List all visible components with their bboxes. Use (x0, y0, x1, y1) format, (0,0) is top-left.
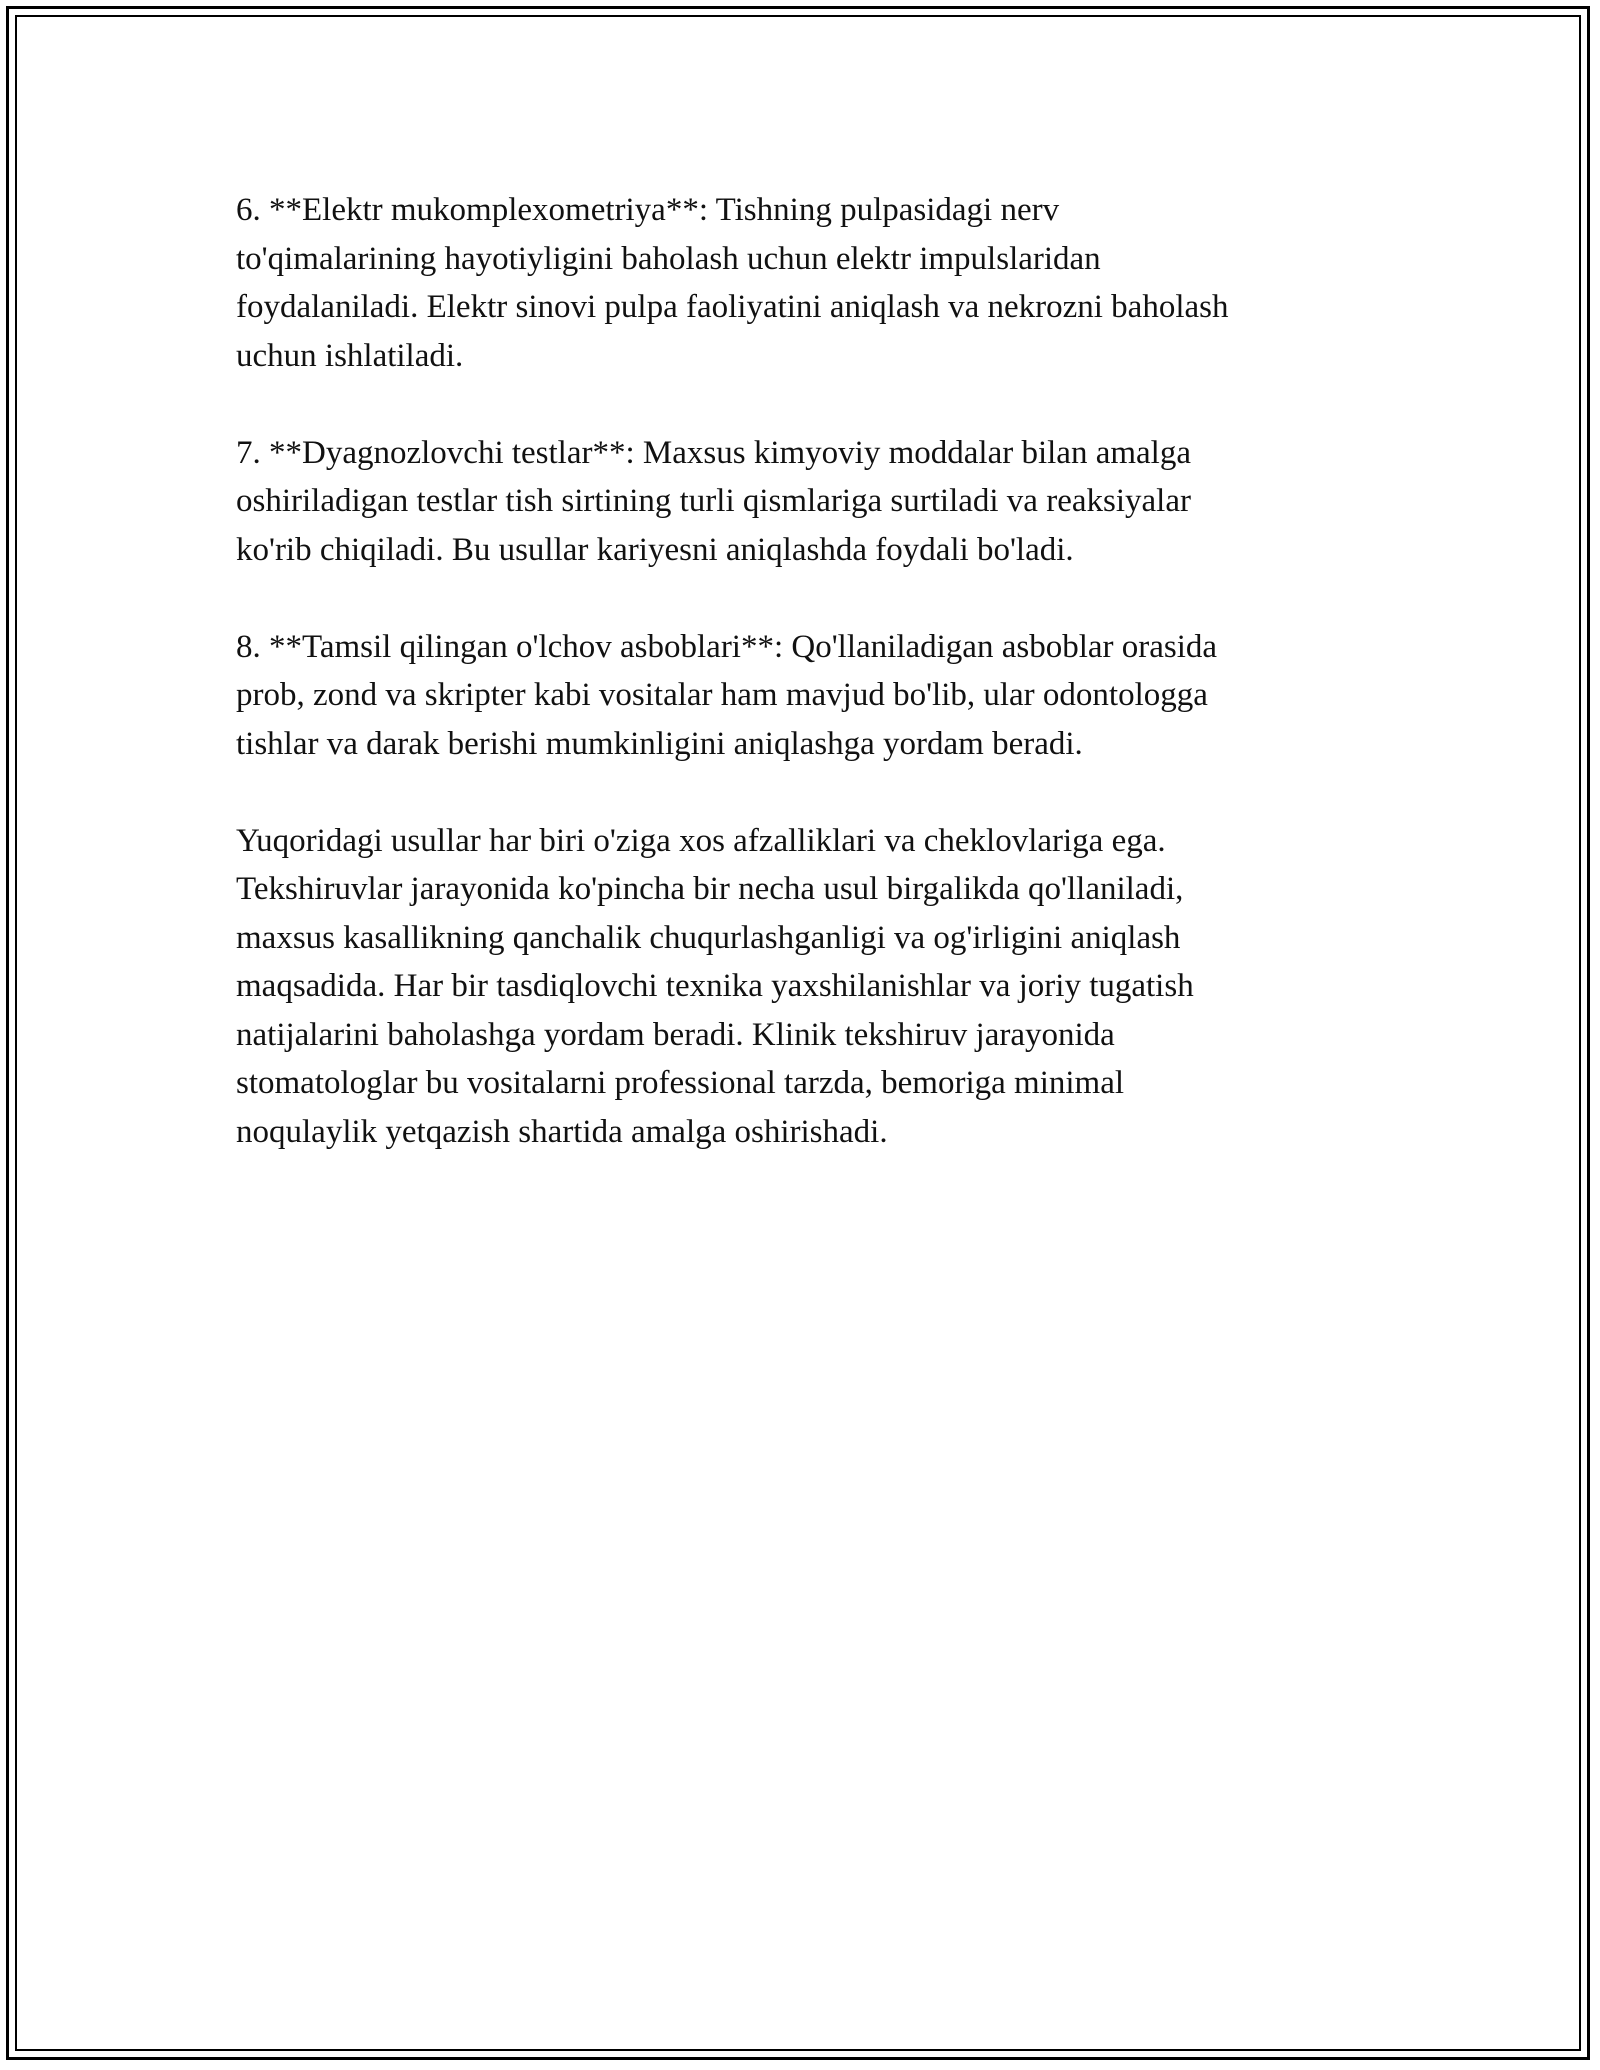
paragraph-item-6: 6. **Elektr mukomplexometriya**: Tishning pulpasidagi nerv to'qimalarining hayotiyligini baholash uchun elektr impulslaridan foydalaniladi. Elektr sinovi pulpa faoliyatini aniqlash va nekrozni baholash uchun ishlatiladi. (236, 192, 1229, 374)
document-body (236, 186, 1356, 1205)
paragraph-item-7: 7. **Dyagnozlovchi testlar**: Maxsus kimyoviy moddalar bilan amalga oshiriladigan testlar tish sirtining turli qismlariga surtiladi va reaksiyalar ko'rib chiqiladi. Bu usullar kariyesni aniqlashda foydali bo'ladi. (236, 434, 1191, 568)
paragraph-item-8: 8. **Tamsil qilingan o'lchov asboblari**: Qo'llaniladigan asboblar orasida prob, zond va skripter kabi vositalar ham mavjud bo'lib, ular odontologga tishlar va darak berishi mumkinligini aniqlashga yordam beradi. (236, 628, 1218, 762)
paragraph-summary: Yuqoridagi usullar har biri o'ziga xos afzalliklari va cheklovlariga ega. Tekshiruvlar jarayonida ko'pincha bir necha usul birgalikda qo'llaniladi, maxsus kasallikning qanchalik chuqurlashganligi va og'irligini aniqlash maqsadida. Har bir tasdiqlovchi texnika yaxshilanishlar va joriy tugatish natijalarini baholashga yordam beradi. Klinik tekshiruv jarayonida stomatologlar bu vositalarni professional tarzda, bemoriga minimal noqulaylik yetqazish shartida amalga oshirishadi. (236, 822, 1194, 1150)
